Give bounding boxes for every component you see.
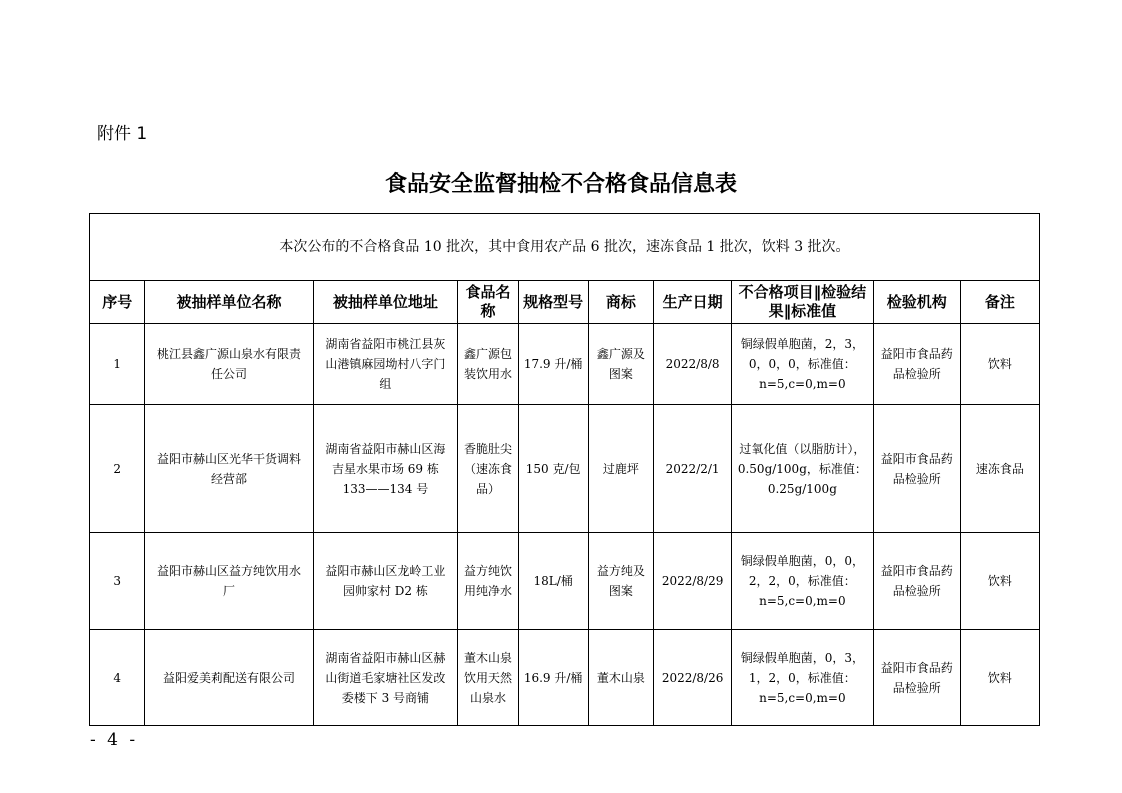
cell-address: 湖南省益阳市赫山区赫山街道毛家塘社区发改委楼下 3 号商铺 <box>313 630 458 726</box>
cell-org: 益阳市食品药品检验所 <box>873 630 960 726</box>
cell-brand: 董木山泉 <box>588 630 654 726</box>
cell-address: 益阳市赫山区龙岭工业园帅家村 D2 栋 <box>313 533 458 630</box>
cell-org: 益阳市食品药品检验所 <box>873 324 960 405</box>
cell-item: 铜绿假单胞菌，0，0，2，2，0，标准值：n=5,c=0,m=0 <box>732 533 874 630</box>
cell-brand: 鑫广源及图案 <box>588 324 654 405</box>
cell-unit: 益阳市赫山区益方纯饮用水厂 <box>145 533 313 630</box>
cell-food: 鑫广源包装饮用水 <box>458 324 519 405</box>
summary-row <box>90 214 1040 281</box>
cell-remark: 速冻食品 <box>960 405 1039 533</box>
cell-address: 湖南省益阳市赫山区海吉星水果市场 69 栋 133——134 号 <box>313 405 458 533</box>
cell-unit: 益阳市赫山区光华干货调料经营部 <box>145 405 313 533</box>
attachment-label: 附件 1 <box>97 124 148 144</box>
cell-item: 铜绿假单胞菌，0，3，1，2，0，标准值：n=5,c=0,m=0 <box>732 630 874 726</box>
cell-spec: 16.9 升/桶 <box>518 630 588 726</box>
cell-brand: 过鹿坪 <box>588 405 654 533</box>
cell-unit: 益阳爱美莉配送有限公司 <box>145 630 313 726</box>
col-header-spec: 规格型号 <box>518 281 588 324</box>
table-row <box>90 630 1040 726</box>
cell-unit: 桃江县鑫广源山泉水有限责任公司 <box>145 324 313 405</box>
cell-date: 2022/8/8 <box>654 324 732 405</box>
header-row <box>90 281 1040 324</box>
cell-remark: 饮料 <box>960 533 1039 630</box>
cell-food: 董木山泉饮用天然山泉水 <box>458 630 519 726</box>
cell-no: 4 <box>90 630 145 726</box>
page-number: - 4 - <box>90 730 139 750</box>
col-header-org: 检验机构 <box>873 281 960 324</box>
cell-no: 3 <box>90 533 145 630</box>
cell-spec: 18L/桶 <box>518 533 588 630</box>
summary-text: 本次公布的不合格食品 10 批次，其中食用农产品 6 批次，速冻食品 1 批次，饮料 3 批次。 <box>90 214 1040 281</box>
cell-remark: 饮料 <box>960 324 1039 405</box>
cell-address: 湖南省益阳市桃江县灰山港镇麻园坳村八字门组 <box>313 324 458 405</box>
cell-food: 香脆肚尖（速冻食品） <box>458 405 519 533</box>
cell-no: 1 <box>90 324 145 405</box>
cell-spec: 17.9 升/桶 <box>518 324 588 405</box>
cell-date: 2022/8/26 <box>654 630 732 726</box>
col-header-brand: 商标 <box>588 281 654 324</box>
cell-brand: 益方纯及图案 <box>588 533 654 630</box>
cell-date: 2022/2/1 <box>654 405 732 533</box>
col-header-address: 被抽样单位地址 <box>313 281 458 324</box>
cell-spec: 150 克/包 <box>518 405 588 533</box>
document-title: 食品安全监督抽检不合格食品信息表 <box>384 172 737 197</box>
cell-org: 益阳市食品药品检验所 <box>873 405 960 533</box>
cell-food: 益方纯饮用纯净水 <box>458 533 519 630</box>
cell-no: 2 <box>90 405 145 533</box>
unqualified-food-table <box>89 213 1040 726</box>
table-row <box>90 405 1040 533</box>
cell-org: 益阳市食品药品检验所 <box>873 533 960 630</box>
col-header-date: 生产日期 <box>654 281 732 324</box>
col-header-item: 不合格项目‖检验结果‖标准值 <box>732 281 874 324</box>
table-row <box>90 324 1040 405</box>
col-header-no: 序号 <box>90 281 145 324</box>
cell-item: 过氧化值（以脂肪计），0.50g/100g，标准值：0.25g/100g <box>732 405 874 533</box>
col-header-unit: 被抽样单位名称 <box>145 281 313 324</box>
table-row <box>90 533 1040 630</box>
col-header-remark: 备注 <box>960 281 1039 324</box>
cell-item: 铜绿假单胞菌，2，3，0，0，0，标准值：n=5,c=0,m=0 <box>732 324 874 405</box>
col-header-food: 食品名称 <box>458 281 519 324</box>
cell-remark: 饮料 <box>960 630 1039 726</box>
cell-date: 2022/8/29 <box>654 533 732 630</box>
